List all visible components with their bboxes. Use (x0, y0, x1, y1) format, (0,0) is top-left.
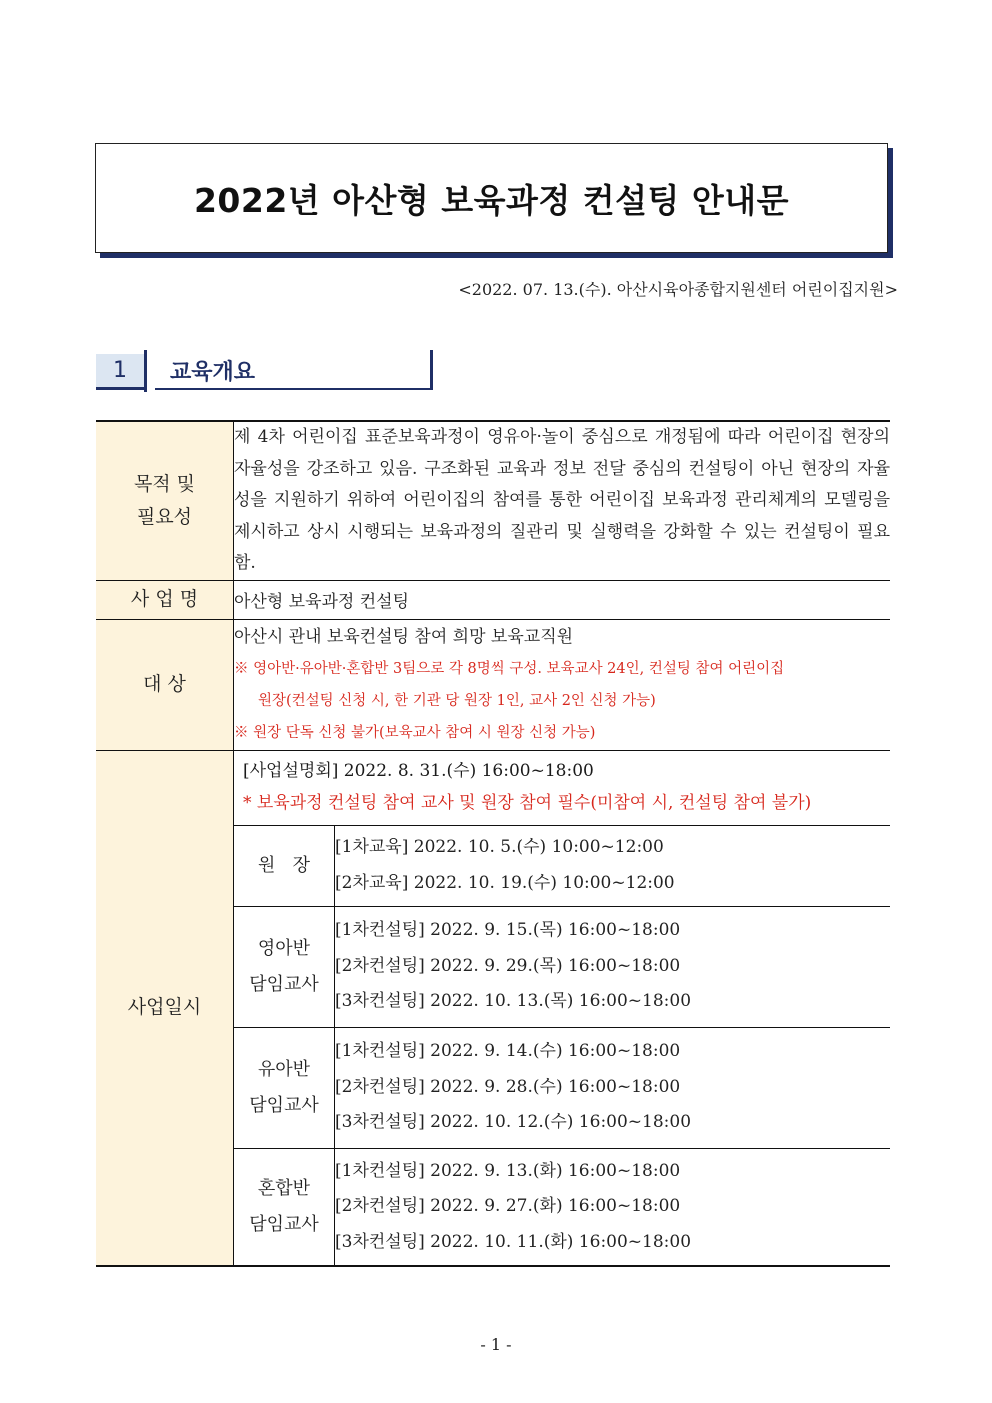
toddler-sessions (335, 1027, 891, 1148)
schedule-item: [2차컨설팅] 2022. 9. 27.(화) 16:00~18:00 (335, 1196, 681, 1216)
schedule-item: [2차컨설팅] 2022. 9. 29.(목) 16:00~18:00 (335, 955, 681, 976)
sublabel-infant-line2: 담임교사 (249, 973, 319, 995)
sublabel-mixed (234, 1148, 335, 1265)
briefing-session: [사업설명회] 2022. 8. 31.(수) 16:00~18:00 (243, 760, 594, 781)
sublabel-toddler-line1: 유아반 (257, 1058, 311, 1080)
sublabel-director (234, 825, 335, 906)
label-purpose-line1: 목적 및 (133, 472, 196, 495)
row-target (96, 619, 890, 750)
schedule-item: [2차컨설팅] 2022. 9. 28.(수) 16:00~18:00 (335, 1076, 681, 1097)
sublabel-mixed-line1: 혼합반 (257, 1177, 311, 1199)
content-schedule (234, 750, 891, 1266)
target-note-2: ※ 원장 단독 신청 불가(보육교사 참여 시 원장 신청 가능) (234, 724, 596, 741)
target-text: 아산시 관내 보육컨설팅 참여 희망 보육교직원 (234, 626, 574, 647)
label-schedule: 사업일시 (96, 750, 234, 1266)
schedule-item: [3차컨설팅] 2022. 10. 11.(화) 16:00~18:00 (335, 1231, 692, 1252)
schedule-subtable (234, 825, 890, 1266)
sublabel-mixed-line2: 담임교사 (249, 1213, 319, 1235)
label-project: 사 업 명 (96, 580, 234, 619)
section-heading (96, 350, 436, 392)
section-divider (144, 350, 147, 392)
briefing-block (234, 751, 890, 825)
section-number: 1 (96, 354, 144, 390)
date-issuer-line: <2022. 07. 13.(수). 아산시육아종합지원센터 어린이집지원> (458, 280, 898, 299)
schedule-row-director (234, 825, 890, 906)
document-title: 2022년 아산형 보육과정 컨설팅 안내문 (193, 180, 790, 220)
schedule-item: [1차컨설팅] 2022. 9. 15.(목) 16:00~18:00 (335, 920, 681, 941)
purpose-text: 제 4차 어린이집 표준보육과정이 영유아·놀이 중심으로 개정됨에 따라 어린이집 현장의 자율성을 강조하고 있음. 구조화된 교육과 정보 전달 중심의 컨설팅이 아닌 현장의 자율성을 지원하기 위하여 어린이집의 참여를 통한 어린이집 보육과정 관리체계의 모델링을 제시하고 상시 시행되는 보육과정의 질관리 및 실행력을 강화할 수 있는 컨설팅이 필요함. (234, 427, 890, 573)
row-project (96, 580, 890, 619)
schedule-item: [1차컨설팅] 2022. 9. 13.(화) 16:00~18:00 (335, 1160, 681, 1181)
infant-sessions (335, 906, 891, 1027)
overview-table (96, 420, 890, 1267)
schedule-item: [3차컨설팅] 2022. 10. 13.(목) 16:00~18:00 (335, 991, 692, 1012)
briefing-note: * 보육과정 컨설팅 참여 교사 및 원장 참여 필수(미참여 시, 컨설팅 참여 불가) (243, 792, 812, 813)
sublabel-toddler-line2: 담임교사 (249, 1094, 319, 1116)
schedule-item: [2차교육] 2022. 10. 19.(수) 10:00~12:00 (335, 872, 675, 893)
label-target: 대 상 (96, 619, 234, 750)
director-sessions (335, 825, 891, 906)
sublabel-toddler (234, 1027, 335, 1148)
sublabel-director-part2: 장 (292, 854, 310, 876)
mixed-sessions (335, 1148, 891, 1265)
schedule-item: [3차컨설팅] 2022. 10. 12.(수) 16:00~18:00 (335, 1112, 692, 1133)
target-note-1-line-2: 원장(컨설팅 신청 시, 한 기관 당 원장 1인, 교사 2인 신청 가능) (258, 692, 656, 709)
project-name: 아산형 보육과정 컨설팅 (234, 580, 891, 619)
schedule-row-mixed (234, 1148, 890, 1265)
schedule-row-toddler (234, 1027, 890, 1148)
target-note-1-line-1: ※ 영아반·유아반·혼합반 3팀으로 각 8명씩 구성. 보육교사 24인, 컨설팅 참여 어린이집 (234, 660, 785, 677)
section-title: 교육개요 (170, 360, 256, 385)
title-box (95, 143, 888, 253)
row-purpose (96, 421, 890, 580)
schedule-row-infant (234, 906, 890, 1027)
schedule-item: [1차교육] 2022. 10. 5.(수) 10:00~12:00 (335, 837, 664, 857)
page-number: - 1 - (480, 1335, 512, 1354)
sublabel-infant (234, 906, 335, 1027)
content-target (234, 619, 891, 750)
section-title-box (155, 350, 433, 390)
sublabel-director-part1: 원 (258, 854, 276, 876)
label-purpose (96, 421, 234, 580)
row-schedule (96, 750, 890, 1266)
content-purpose (234, 421, 891, 580)
sublabel-infant-line1: 영아반 (257, 937, 311, 959)
label-purpose-line2: 필요성 (136, 505, 193, 528)
schedule-item: [1차컨설팅] 2022. 9. 14.(수) 16:00~18:00 (335, 1041, 681, 1062)
